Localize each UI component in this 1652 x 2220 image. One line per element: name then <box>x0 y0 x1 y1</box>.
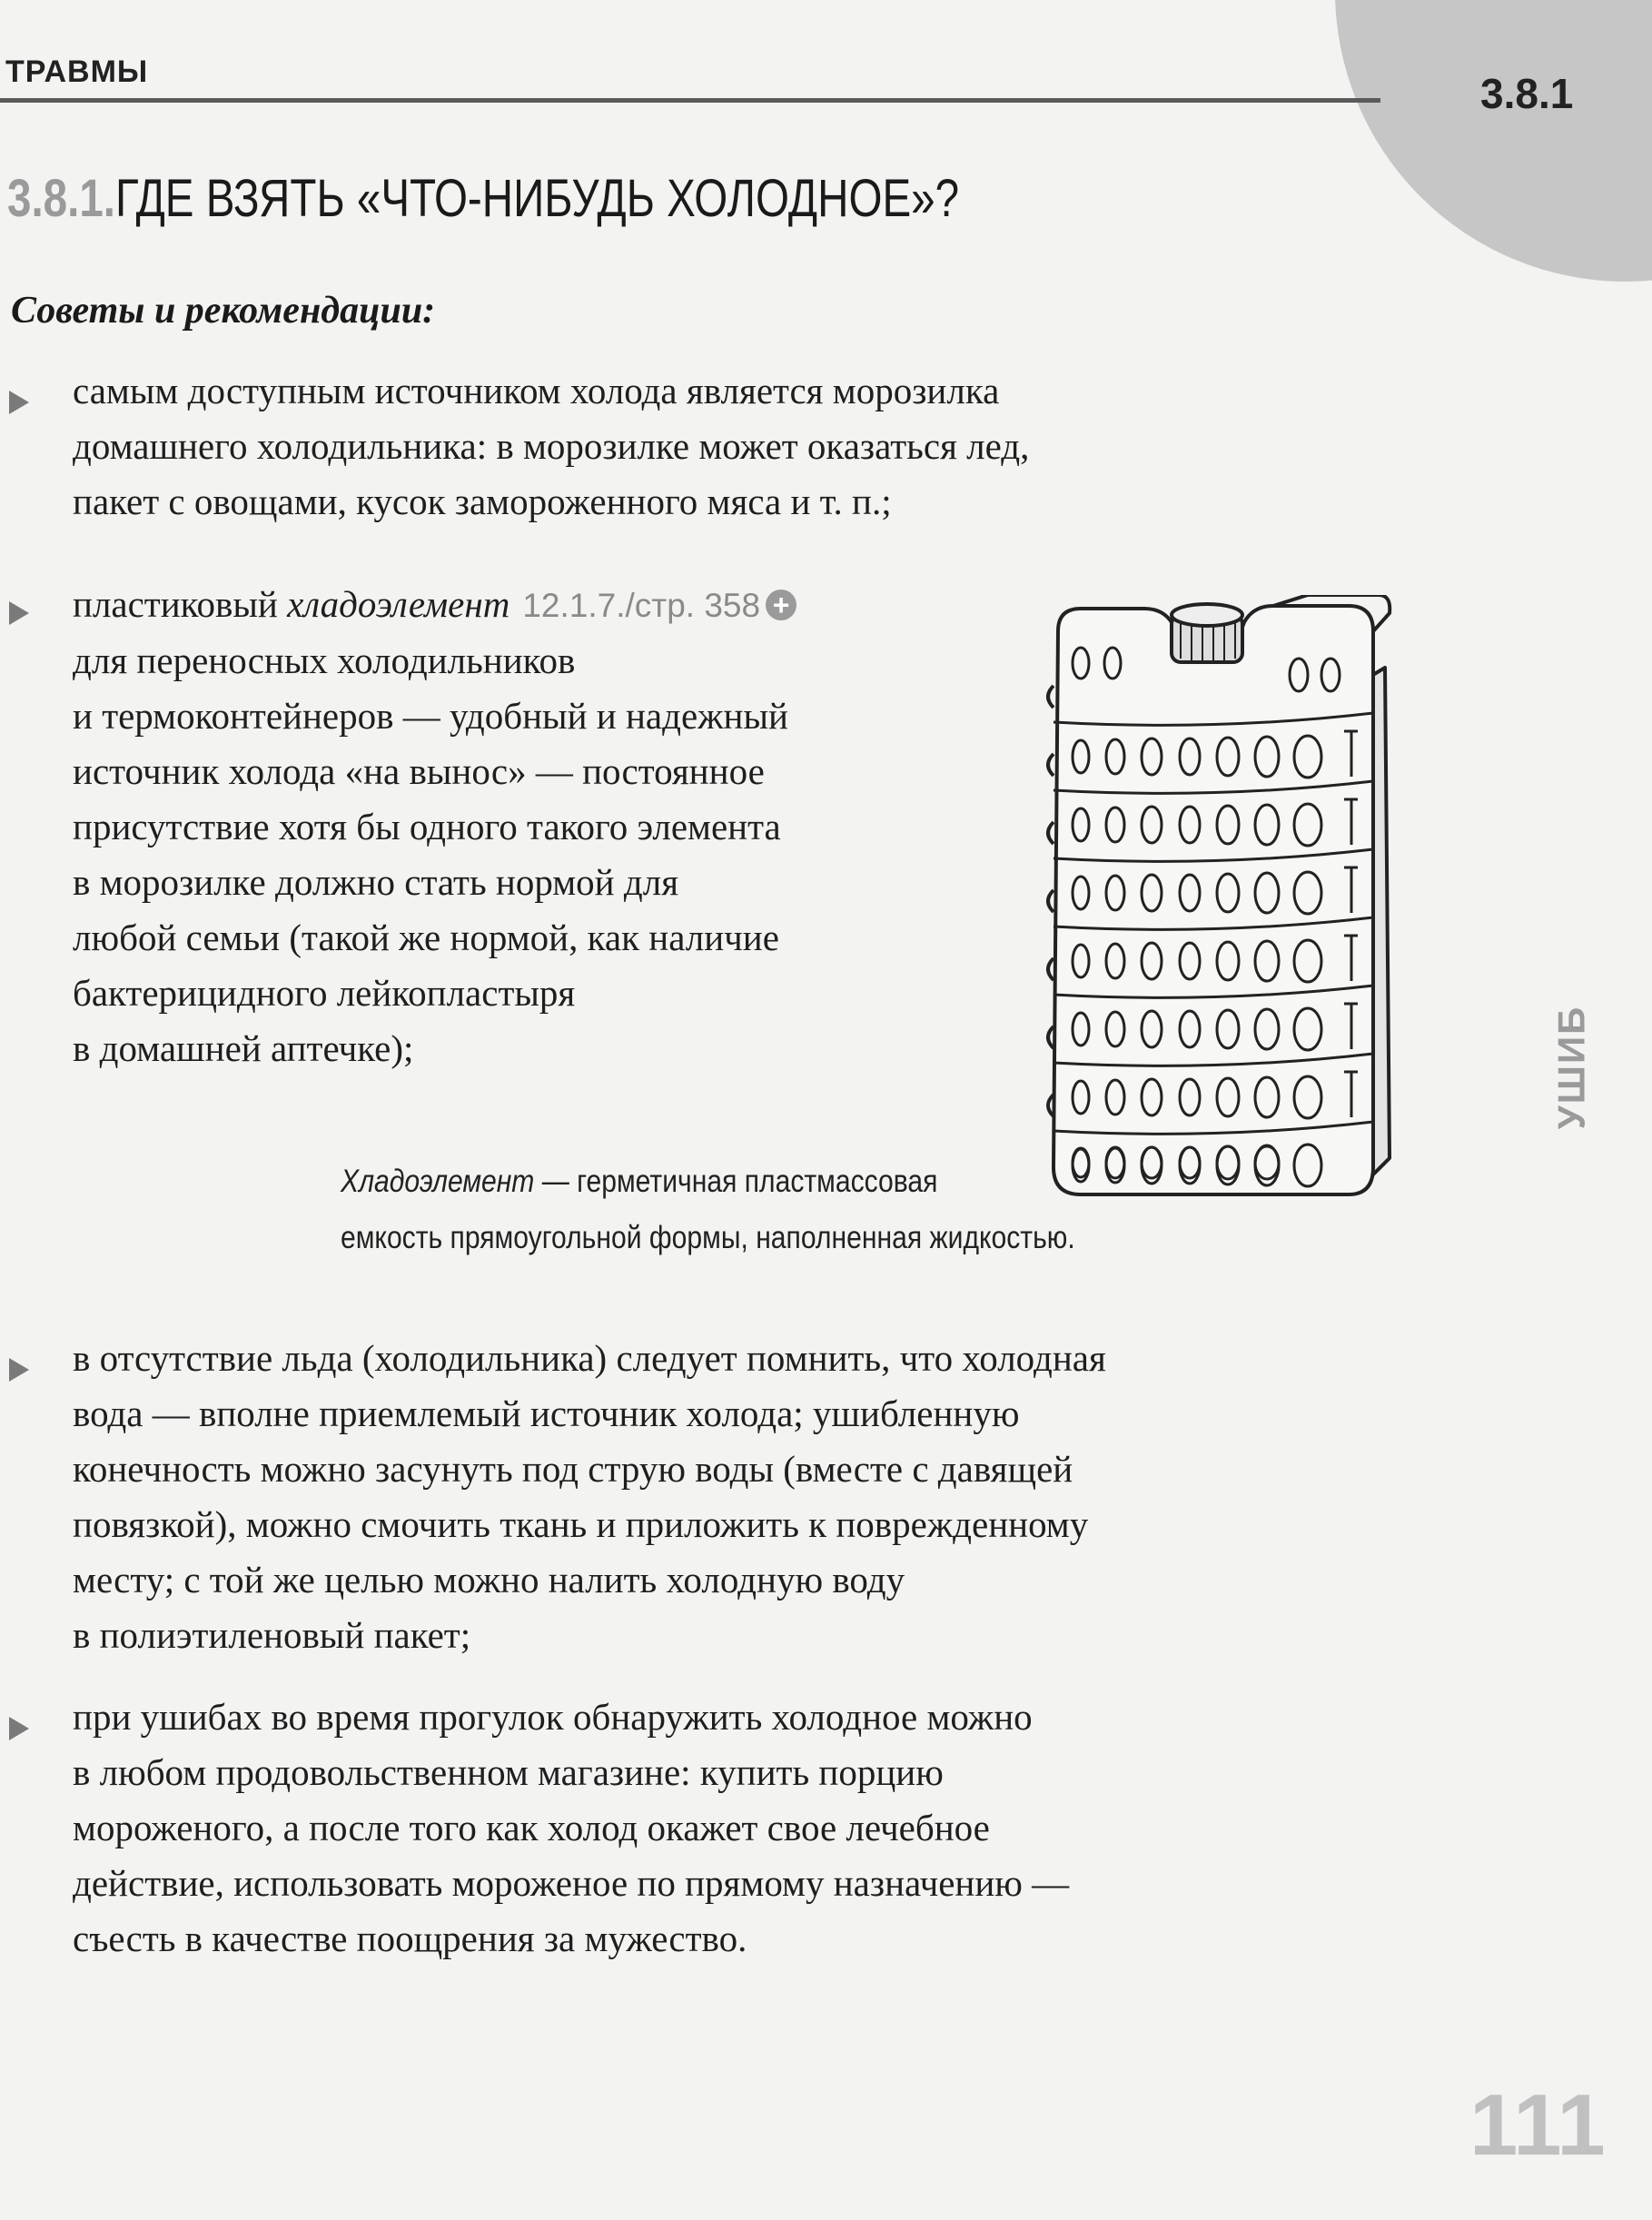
section-id: 3.8.1 <box>1480 70 1574 117</box>
text-line: вода — вполне приемлемый источник холода; ушибленную <box>73 1392 1020 1434</box>
figure-caption <box>341 1154 1075 1266</box>
text-line: бактерицидного лейкопластыря <box>73 972 576 1014</box>
cross-reference-link[interactable] <box>522 587 796 624</box>
caption-text: — герметичная пластмассовая <box>534 1164 938 1199</box>
list-item <box>73 577 796 1076</box>
text-line: в морозилке должно стать нормой для <box>73 861 679 903</box>
text-line: источник холода «на вынос» — постоянное <box>73 750 765 792</box>
heading-title: ГДЕ ВЗЯТЬ «ЧТО-НИБУДЬ ХОЛОДНОЕ»? <box>115 169 960 228</box>
text-line: присутствие хотя бы одного такого элемента <box>73 806 781 847</box>
cold-pack-illustration <box>1035 595 1399 1222</box>
text-line: конечность можно засунуть под струю воды (вместе с давящей <box>73 1448 1073 1490</box>
text-line: действие, использовать мороженое по прямому назначению — <box>73 1862 1070 1904</box>
cross-reference-text: 12.1.7./стр. 358 <box>522 587 761 624</box>
text-line: в полиэтиленовый пакет; <box>73 1614 471 1656</box>
bullet-arrow-icon <box>9 601 29 625</box>
running-head: ТРАВМЫ <box>5 55 149 89</box>
list-item <box>73 1690 1069 1967</box>
list-item <box>73 1331 1106 1663</box>
text-line: самым доступным источником холода является морозилка <box>73 370 1000 411</box>
text-fragment: пластиковый <box>73 583 288 625</box>
text-line: для переносных холодильников <box>73 639 576 681</box>
bullet-arrow-icon <box>9 1358 29 1382</box>
text-line: повязкой), можно смочить ткань и приложить к поврежденному <box>73 1503 1089 1545</box>
header-rule <box>0 98 1380 103</box>
caption-term: Хладоэлемент <box>341 1164 535 1199</box>
text-line: в отсутствие льда (холодильника) следует помнить, что холодная <box>73 1337 1106 1379</box>
text-line: в домашней аптечке); <box>73 1027 414 1069</box>
section-heading <box>7 168 959 229</box>
text-line <box>73 577 796 633</box>
subheading: Советы и рекомендации: <box>11 290 436 332</box>
bullet-arrow-icon <box>9 391 29 414</box>
text-line: пакет с овощами, кусок замороженного мяса и т. п.; <box>73 481 892 522</box>
corner-section-circle <box>1335 0 1652 282</box>
heading-number: 3.8.1. <box>7 169 116 228</box>
side-tab-label: УШИБ <box>1549 1005 1592 1130</box>
term-hladoelement: хладоэлемент <box>287 583 510 625</box>
text-line: и термоконтейнеров — удобный и надежный <box>73 695 788 737</box>
chapter-side-tab <box>1544 995 1598 1140</box>
text-line: месту; с той же целью можно налить холодную воду <box>73 1559 905 1601</box>
text-line: мороженого, а после того как холод окажет свое лечебное <box>73 1807 990 1848</box>
caption-line: емкость прямоугольной формы, наполненная жидкостью. <box>341 1220 1075 1255</box>
caption-line <box>341 1154 1075 1210</box>
page-number: 111 <box>1469 2076 1606 2174</box>
text-line: при ушибах во время прогулок обнаружить холодное можно <box>73 1696 1033 1738</box>
plus-circle-icon[interactable]: + <box>766 590 796 620</box>
bullet-arrow-icon <box>9 1717 29 1740</box>
text-line: в любом продовольственном магазине: купить порцию <box>73 1751 944 1793</box>
text-line: съесть в качестве поощрения за мужество. <box>73 1918 747 1959</box>
text-line: любой семьи (такой же нормой, как наличие <box>73 917 779 958</box>
text-line: домашнего холодильника: в морозилке может оказаться лед, <box>73 425 1030 467</box>
list-item <box>73 363 1029 530</box>
